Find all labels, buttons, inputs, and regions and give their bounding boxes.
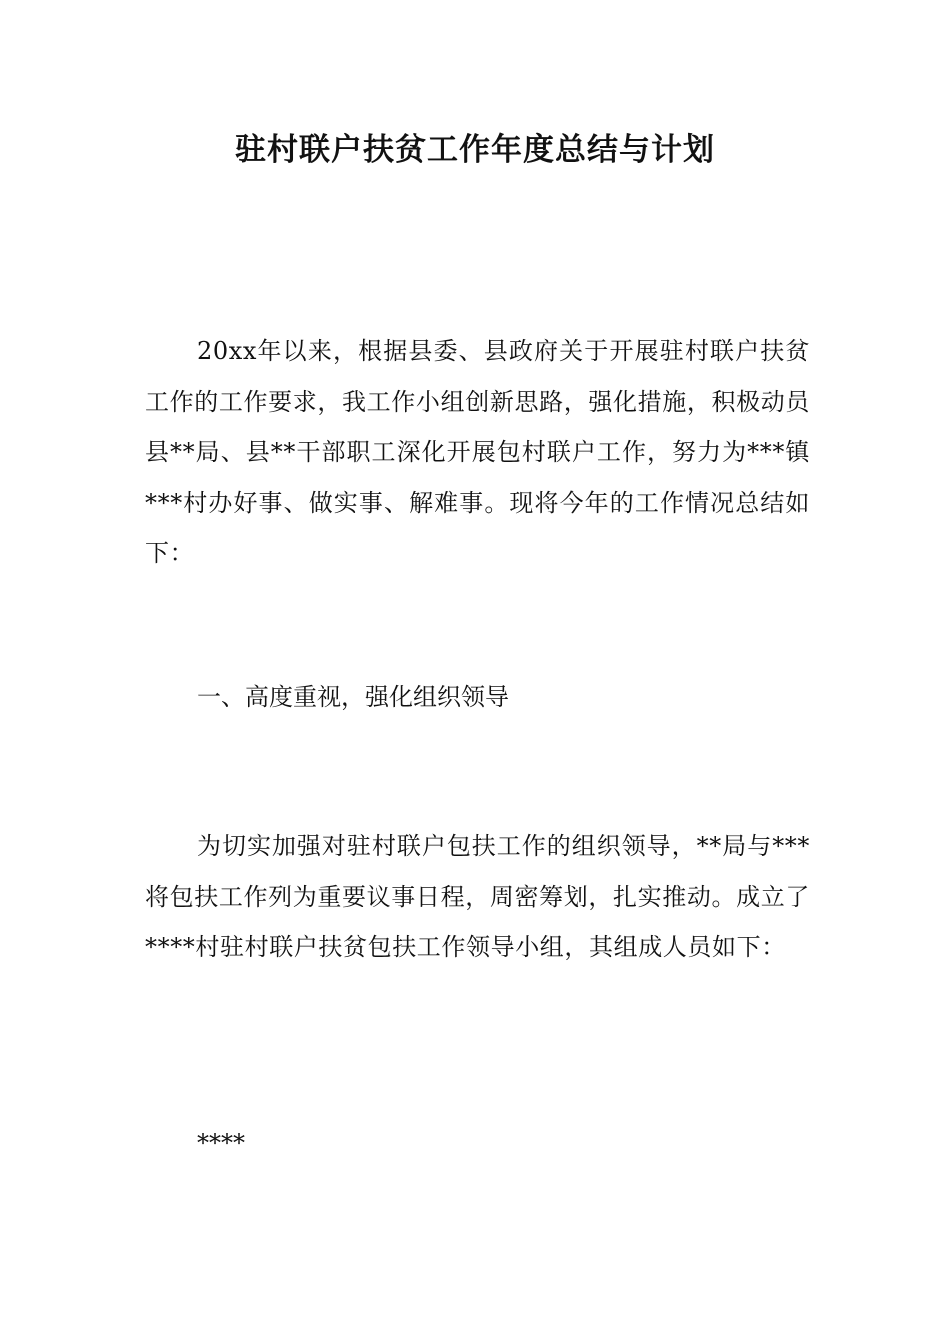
section-heading: 一、高度重视，强化组织领导 [197,683,509,711]
body-paragraph: 为切实加强对驻村联户包扶工作的组织领导，**局与***将包扶工作列为重要议事日程，周密筹划，扎实推动。成立了****村驻村联户扶贫包扶工作领导小组，其组成人员如下： [145,832,810,961]
trailing-text: **** [197,1129,245,1157]
intro-paragraph: 20xx年以来，根据县委、县政府关于开展驻村联户扶贫工作的工作要求，我工作小组创新思路，强化措施，积极动员县**局、县**干部职工深化开展包村联户工作，努力为***镇***村办好事、做实事、解难事。现将今年的工作情况总结如下： [145,337,810,567]
document-title: 驻村联户扶贫工作年度总结与计划 [235,132,715,168]
